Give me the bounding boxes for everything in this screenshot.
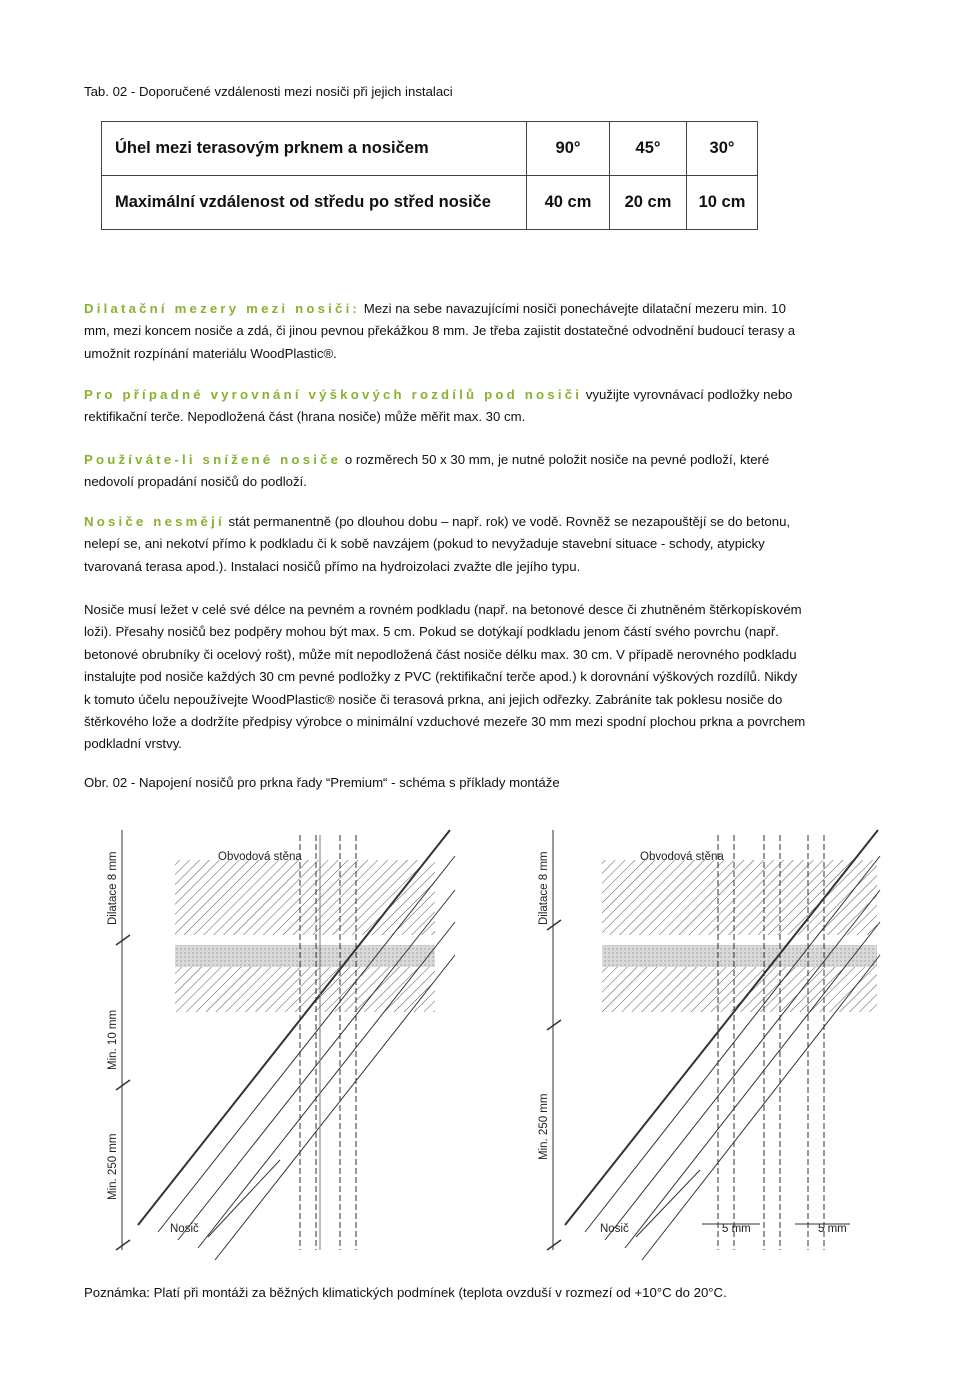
paragraph-text: umožnit rozpínání materiálu WoodPlastic®. [84, 345, 337, 361]
table-cell-label: Úhel mezi terasovým prknem a nosičem [102, 122, 527, 176]
min-10mm-label: Min. 10 mm [107, 1009, 119, 1070]
paragraph-text: nedovolí propadání nosičů do podloží. [84, 474, 307, 490]
deck-board [175, 945, 435, 967]
gap-label: 5 mm [722, 1223, 751, 1235]
paragraph-text: loži). Přesahy nosičů bez podpěry mohou být max. 5 cm. Pokud se dotýkají podkladu jenom částí svého povrchu (např. [84, 624, 779, 640]
paragraph-text: stát permanentně (po dlouhou dobu – např. rok) ve vodě. Rovněž se nezapouštějí se do betonu, [228, 514, 791, 529]
paragraph-text: nelepí se, ani nekotví přímo k podkladu či k sobě navzájem (pokud to nevyžaduje stavební situace - schody, atypicky [84, 536, 765, 552]
diagram-right [538, 830, 880, 1260]
table-cell-value: 20 cm [610, 176, 687, 230]
emphasis-text: Nosiče nesmějí [84, 514, 225, 529]
deck-board [175, 967, 435, 1012]
dilatace-label: Dilatace 8 mm [538, 851, 550, 925]
paragraph-text: podkladní vrstvy. [84, 736, 182, 752]
paragraph-text: štěrkového lože a dodržíte předpisy výrobce o minimální vzduchové mezeře 30 mm mezi spodní plochou prkna a povrchem [84, 714, 806, 730]
table-cell-value: 30° [687, 122, 758, 176]
paragraph-text: instalujte pod nosiče každých 30 cm pevné podložky z PVC (rektifikační terče apod.) k dorovnání výškových rozdílů. Nikdy [84, 669, 798, 685]
paragraph-text: mm, mezi koncem nosiče a zdá, či jinou pevnou překážkou 8 mm. Je třeba zajistit dostatečné odvodnění budoucí terasy a [84, 323, 796, 339]
deck-board [602, 945, 877, 967]
wall-label: Obvodová stěna [640, 851, 724, 863]
emphasis-text: Pro případné vyrovnání výškových rozdílů pod nosiči [84, 387, 583, 402]
paragraph-text: využijte vyrovnávací podložky nebo [585, 387, 793, 402]
paragraph-text: Nosiče musí ležet v celé své délce na pevném a rovném podkladu (např. na betonové desce či zhutněném štěrkopískovém [84, 602, 802, 617]
gap-label: 5 mm [818, 1223, 847, 1235]
table-cell-value: 90° [527, 122, 610, 176]
emphasis-text: Používáte-li snížené nosiče [84, 452, 342, 467]
paragraph-text: o rozměrech 50 x 30 mm, je nutné položit nosiče na pevné podloží, které [344, 452, 770, 467]
carrier-label: Nosič [170, 1223, 199, 1235]
paragraph-text: rektifikační terče. Nepodložená část (hrana nosiče) může měřit max. 30 cm. [84, 409, 526, 425]
deck-board [602, 860, 877, 935]
figure-caption: Obr. 02 - Napojení nosičů pro prkna řady “Premium“ - schéma s příklady montáže [84, 775, 560, 790]
table-cell-value: 10 cm [687, 176, 758, 230]
table-caption: Tab. 02 - Doporučené vzdálenosti mezi nosiči při jejich instalaci [84, 84, 453, 99]
paragraph-text: betonové obrubníky či ocelový rošt), může mít nepodložená část nosiče délku max. 30 cm. V případě nerovného podkladu [84, 646, 797, 662]
paragraph-text: k tomuto účelu nepoužívejte WoodPlastic® nosiče či terasová prkna, ani jejich odřezky. Zabráníte tak poklesu nosiče do [84, 691, 783, 707]
note-text: Poznámka: Platí při montáži za běžných klimatických podmínek (teplota ovzduší v rozmezí od +10°C do 20°C. [84, 1285, 727, 1300]
dilatace-label: Dilatace 8 mm [107, 851, 119, 925]
table-cell-value: 45° [610, 122, 687, 176]
paragraph-text: tvarovaná terasa apod.). Instalaci nosičů přímo na hydroizolaci zvažte dle jejího typu. [84, 558, 581, 574]
wall-label: Obvodová stěna [218, 851, 302, 863]
min-250mm-label: Min. 250 mm [538, 1093, 550, 1160]
emphasis-text: Dilatační mezery mezi nosiči: [84, 301, 361, 316]
diagram-left [107, 830, 455, 1260]
table-cell-label: Maximální vzdálenost od středu po střed nosiče [102, 176, 527, 230]
carrier-label: Nosič [600, 1223, 629, 1235]
min-250mm-label: Min. 250 mm [107, 1133, 119, 1200]
table-cell-value: 40 cm [527, 176, 610, 230]
paragraph-text: Mezi na sebe navazujícími nosiči ponechávejte dilatační mezeru min. 10 [363, 301, 786, 316]
